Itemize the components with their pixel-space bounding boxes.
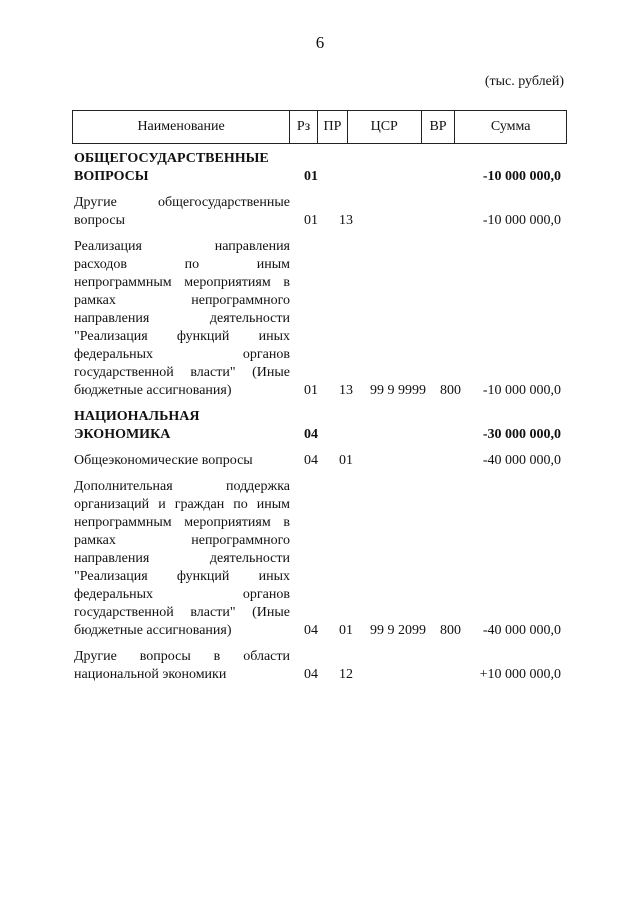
row-vr: 800 [440,623,461,638]
row-pr: 01 [339,453,353,468]
row-sum: -40 000 000,0 [482,623,561,638]
row-sum: -40 000 000,0 [482,453,561,468]
row-name [72,238,290,400]
row-name-line: государственной власти" (Иные [74,605,290,620]
table-row [72,648,567,684]
row-rz: 01 [304,383,318,398]
row-name-line: бюджетные ассигнования) [74,623,232,638]
row-name-line: "Реализация функций иных [74,329,290,344]
row-name-line: рамках непрограммного [74,533,290,548]
units-label: (тыс. рублей) [484,74,564,89]
row-name-line: непрограммным мероприятиям в [74,275,290,290]
header-csr: ЦСР [348,111,422,143]
row-name-line: непрограммным мероприятиям в [74,515,290,530]
row-name-line: государственной власти" (Иные [74,365,290,380]
row-sum: -30 000 000,0 [482,427,561,442]
row-pr: 12 [339,667,353,682]
row-rz: 01 [304,169,318,184]
row-name-line: федеральных органов [74,587,290,602]
row-sum: -10 000 000,0 [482,383,561,398]
row-name-line: "Реализация функций иных [74,569,290,584]
header-vr: ВР [422,111,456,143]
page-number: 6 [315,33,325,52]
row-name-line: Другие вопросы в области [74,649,290,664]
header-name: Наименование [73,111,290,143]
row-name [72,452,290,470]
row-name [72,478,290,640]
row-name-line: бюджетные ассигнования) [74,383,232,398]
row-name-line: ВОПРОСЫ [74,169,149,184]
row-name-line: Другие общегосударственные [74,195,290,210]
row-vr: 800 [440,383,461,398]
row-name-line: Общеэкономические вопросы [74,453,253,468]
row-name-line: направления деятельности [74,311,290,326]
row-rz: 01 [304,213,318,228]
table-body [72,150,567,692]
row-name-line: Реализация направления [74,239,290,254]
row-sum: +10 000 000,0 [479,667,561,682]
header-pr: ПР [318,111,348,143]
row-name-line: организаций и граждан по иным [74,497,290,512]
header-rz: Рз [290,111,318,143]
row-name [72,648,290,684]
row-rz: 04 [304,667,318,682]
row-csr: 99 9 9999 [370,383,426,398]
row-rz: 04 [304,623,318,638]
table-row [72,408,567,444]
row-name-line: направления деятельности [74,551,290,566]
row-sum: -10 000 000,0 [482,213,561,228]
header-sum: Сумма [490,119,531,134]
row-pr: 01 [339,623,353,638]
row-csr: 99 9 2099 [370,623,426,638]
table-row [72,238,567,400]
row-pr: 13 [339,213,353,228]
row-name-line: Дополнительная поддержка [74,479,290,494]
row-name-line: расходов по иным [74,257,290,272]
row-name [72,194,290,230]
row-sum: -10 000 000,0 [482,169,561,184]
row-name-line: рамках непрограммного [74,293,290,308]
table-row [72,150,567,186]
row-rz: 04 [304,453,318,468]
row-pr: 13 [339,383,353,398]
table-row [72,452,567,470]
row-name-line: ЭКОНОМИКА [74,427,171,442]
row-name-line: ОБЩЕГОСУДАРСТВЕННЫЕ [74,151,269,166]
row-name-line: федеральных органов [74,347,290,362]
table-row [72,194,567,230]
row-name-line: вопросы [74,213,125,228]
table-header [72,110,567,144]
row-name [72,408,290,444]
row-rz: 04 [304,427,318,442]
table-row [72,478,567,640]
row-name-line: национальной экономики [74,667,227,682]
row-name-line: НАЦИОНАЛЬНАЯ [74,409,200,424]
row-name [72,150,290,186]
